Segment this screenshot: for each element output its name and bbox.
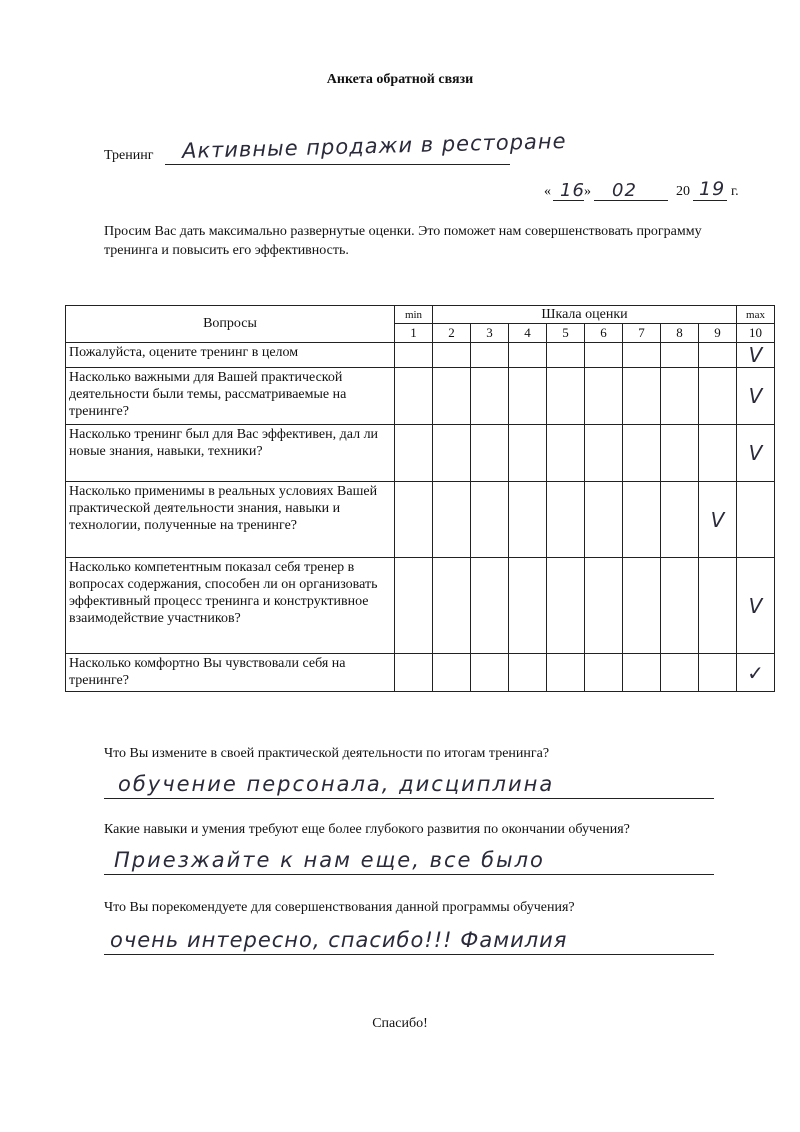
rating-cell-7[interactable] [623,368,661,425]
answer-1[interactable]: обучение персонала, дисциплина [118,772,555,796]
rating-cell-6[interactable] [585,654,623,692]
rating-cell-7[interactable] [623,425,661,482]
answer-3-underline [104,954,714,955]
rating-cell-1[interactable] [395,482,433,558]
rating-question: Насколько тренинг был для Вас эффективен, дал ли новые знания, навыки, техники? [66,425,395,482]
rating-question: Насколько важными для Вашей практической деятельности были темы, рассматриваемые на тренинге? [66,368,395,425]
rating-cell-4[interactable] [509,558,547,654]
rating-cell-2[interactable] [433,368,471,425]
rating-cell-3[interactable] [471,558,509,654]
training-label: Тренинг [104,148,154,163]
scale-col-7: 7 [623,324,661,343]
rating-cell-2[interactable] [433,425,471,482]
rating-cell-1[interactable] [395,654,433,692]
date-year-mark: г. [731,184,739,199]
scale-col-3: 3 [471,324,509,343]
answer-1-underline [104,798,714,799]
rating-cell-8[interactable] [661,654,699,692]
open-question-1: Что Вы измените в своей практической деятельности по итогам тренинга? [104,746,550,761]
rating-cell-5[interactable] [547,425,585,482]
answer-2-underline [104,874,714,875]
check-mark: V [748,441,763,465]
rating-cell-7[interactable] [623,343,661,368]
rating-table [65,305,775,692]
rating-cell-8[interactable] [661,558,699,654]
answer-3[interactable]: очень интересно, спасибо!!! Фамилия [110,928,568,952]
rating-cell-9[interactable] [699,558,737,654]
rating-cell-3[interactable] [471,368,509,425]
rating-cell-4[interactable] [509,368,547,425]
rating-cell-9[interactable] [699,368,737,425]
rating-cell-1[interactable] [395,368,433,425]
rating-cell-10[interactable] [737,558,775,654]
training-underline [165,164,510,165]
rating-cell-10[interactable] [737,654,775,692]
rating-cell-10[interactable] [737,482,775,558]
rating-cell-2[interactable] [433,654,471,692]
rating-cell-10[interactable] [737,343,775,368]
rating-cell-8[interactable] [661,425,699,482]
rating-cell-6[interactable] [585,343,623,368]
intro-text: Просим Вас дать максимально развернутые оценки. Это поможет нам совершенствовать программу тренинга и повысить его эффективность. [104,224,702,258]
rating-cell-4[interactable] [509,425,547,482]
rating-cell-5[interactable] [547,654,585,692]
rating-cell-1[interactable] [395,425,433,482]
scale-col-8: 8 [661,324,699,343]
rating-cell-6[interactable] [585,558,623,654]
scale-col-1: 1 [395,324,433,343]
rating-cell-7[interactable] [623,654,661,692]
rating-cell-3[interactable] [471,343,509,368]
rating-cell-9[interactable] [699,482,737,558]
rating-question: Насколько компетентным показал себя тренер в вопросах содержания, способен ли он организовать эффективный процесс тренинга и конструктивное взаимодействие участников? [66,558,395,654]
training-value[interactable]: Активные продажи в ресторане [181,128,567,164]
rating-cell-6[interactable] [585,482,623,558]
rating-cell-8[interactable] [661,482,699,558]
form-title: Анкета обратной связи [326,72,474,87]
rating-cell-2[interactable] [433,482,471,558]
rating-cell-3[interactable] [471,425,509,482]
scale-col-9: 9 [699,324,737,343]
rating-cell-4[interactable] [509,343,547,368]
rating-cell-5[interactable] [547,368,585,425]
date-close-quote: » [584,184,591,199]
rating-cell-7[interactable] [623,482,661,558]
date-month[interactable]: 02 [612,180,637,201]
check-mark: V [710,507,725,532]
rating-cell-8[interactable] [661,343,699,368]
open-question-3: Что Вы порекомендуете для совершенствования данной программы обучения? [104,900,575,915]
rating-cell-5[interactable] [547,482,585,558]
rating-cell-4[interactable] [509,654,547,692]
rating-cell-3[interactable] [471,482,509,558]
rating-cell-10[interactable] [737,425,775,482]
scale-col-2: 2 [433,324,471,343]
rating-cell-9[interactable] [699,654,737,692]
rating-cell-4[interactable] [509,482,547,558]
scale-header: Шкала оценки [433,306,737,324]
rating-cell-9[interactable] [699,343,737,368]
rating-cell-9[interactable] [699,425,737,482]
rating-row [66,425,775,482]
min-header: min [395,306,433,324]
thanks-footer: Спасибо! [372,1016,428,1031]
rating-cell-2[interactable] [433,343,471,368]
rating-question: Насколько комфортно Вы чувствовали себя на тренинге? [66,654,395,692]
questions-header: Вопросы [66,306,395,343]
check-mark: V [748,593,763,618]
rating-cell-8[interactable] [661,368,699,425]
rating-cell-1[interactable] [395,343,433,368]
rating-row [66,343,775,368]
max-header: max [737,306,775,324]
rating-cell-3[interactable] [471,654,509,692]
check-mark: V [748,384,763,408]
date-year-underline [693,200,727,201]
rating-cell-7[interactable] [623,558,661,654]
rating-question: Пожалуйста, оцените тренинг в целом [66,343,395,368]
rating-cell-6[interactable] [585,425,623,482]
scale-col-5: 5 [547,324,585,343]
rating-row [66,482,775,558]
check-mark: V [748,343,763,367]
date-open-quote: « [544,184,551,199]
scale-col-6: 6 [585,324,623,343]
rating-cell-5[interactable] [547,558,585,654]
rating-row [66,368,775,425]
scale-col-4: 4 [509,324,547,343]
answer-2[interactable]: Приезжайте к нам еще, все было [114,848,545,872]
rating-cell-10[interactable] [737,368,775,425]
date-day[interactable]: 16 [560,180,585,201]
open-question-2: Какие навыки и умения требуют еще более глубокого развития по окончании обучения? [104,822,630,837]
rating-row [66,654,775,692]
rating-cell-2[interactable] [433,558,471,654]
rating-cell-6[interactable] [585,368,623,425]
check-mark: ✓ [747,660,764,685]
rating-row [66,558,775,654]
rating-cell-5[interactable] [547,343,585,368]
rating-question: Насколько применимы в реальных условиях Вашей практической деятельности знания, навыки и технологии, полученные на тренинге? [66,482,395,558]
date-year-suffix[interactable]: 19 [699,178,726,200]
scale-col-10: 10 [737,324,775,343]
date-year-prefix: 20 [676,184,690,199]
rating-cell-1[interactable] [395,558,433,654]
